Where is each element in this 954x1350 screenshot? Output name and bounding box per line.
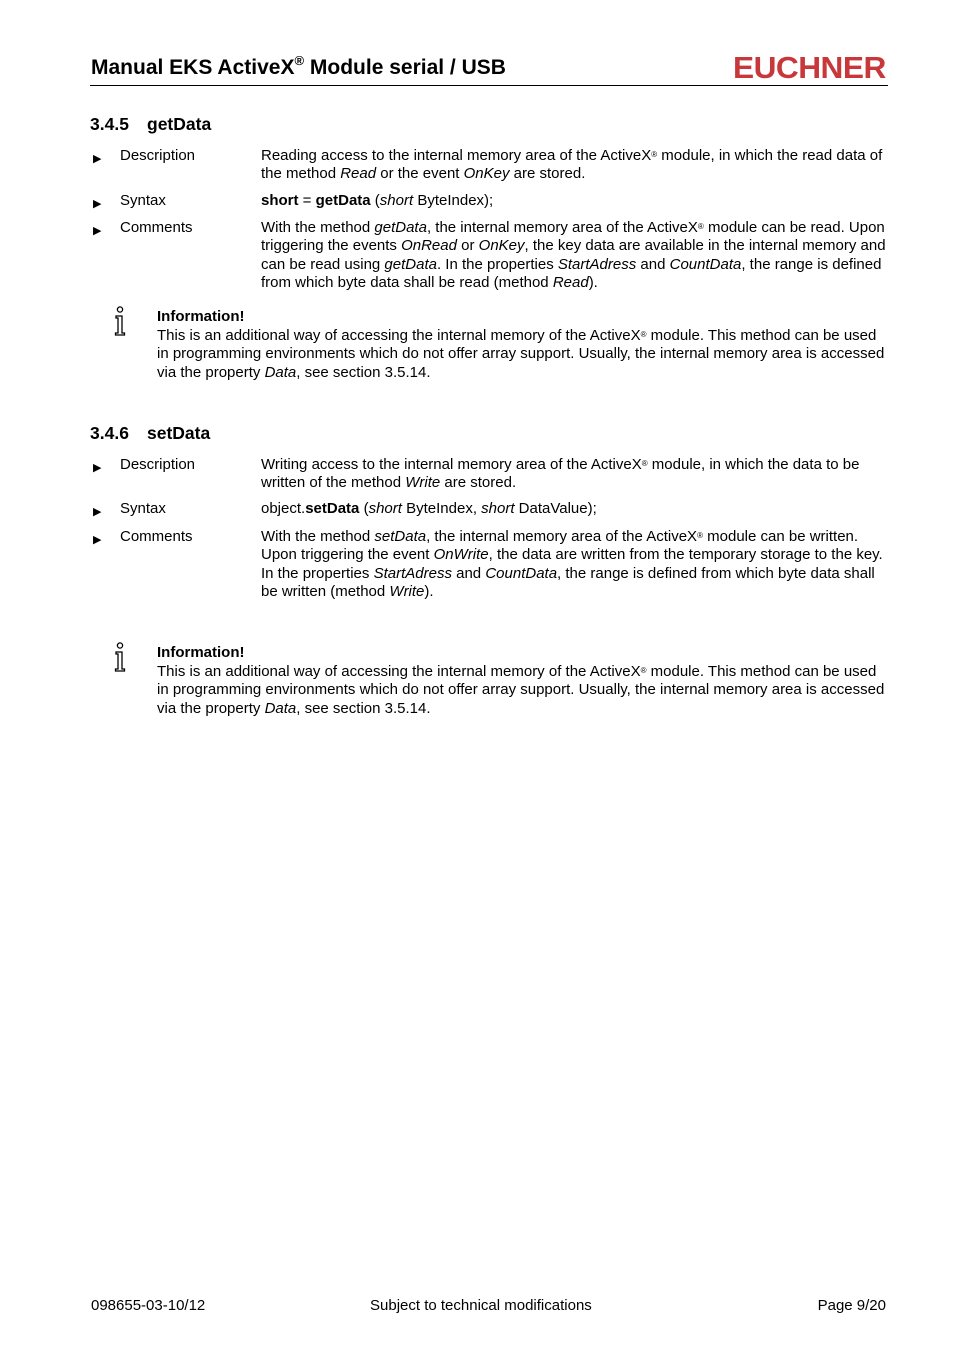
information-text: This is an additional way of accessing the internal memory of the ActiveX® module. This method can be used in programming environments which do not offer array support. Usually, the internal memory area is accessed via the property Data, see section 3.5.14. bbox=[157, 327, 885, 381]
triangle-bullet-icon: ▶ bbox=[93, 462, 102, 474]
triangle-bullet-icon: ▶ bbox=[93, 153, 102, 165]
footer-doc-number: 098655-03-10/12 bbox=[91, 1297, 206, 1314]
document-title bbox=[91, 53, 506, 80]
page-header bbox=[90, 52, 888, 86]
section-number: 3.4.5 bbox=[90, 114, 129, 134]
syntax-text: short = getData (short ByteIndex); bbox=[261, 192, 494, 209]
syntax-label: Syntax bbox=[120, 192, 166, 209]
footer-page-number: Page 9/20 bbox=[817, 1297, 886, 1314]
triangle-bullet-icon: ▶ bbox=[93, 534, 102, 546]
information-heading: Information! bbox=[157, 308, 245, 325]
comments-text: With the method setData, the internal memory area of the ActiveX® module can be written. Upon triggering the event OnWrite, the data are written from the temporary storage to the key. In the properties StartAdress and CountData, the range is defined from which byte data shall be written (method Write). bbox=[261, 528, 883, 601]
description-label: Description bbox=[120, 456, 196, 473]
syntax-label: Syntax bbox=[120, 500, 166, 517]
footer-notice: Subject to technical modifications bbox=[370, 1297, 592, 1314]
triangle-bullet-icon: ▶ bbox=[93, 506, 102, 518]
section-number: 3.4.6 bbox=[90, 423, 129, 443]
information-heading: Information! bbox=[157, 644, 245, 661]
registered-mark: ® bbox=[697, 222, 704, 231]
section-heading-getdata bbox=[90, 114, 211, 135]
registered-mark: ® bbox=[640, 330, 647, 339]
registered-mark: ® bbox=[641, 459, 648, 468]
information-text: This is an additional way of accessing the internal memory of the ActiveX® module. This method can be used in programming environments which do not offer array support. Usually, the internal memory area is accessed via the property Data, see section 3.5.14. bbox=[157, 663, 885, 717]
comments-text: With the method getData, the internal memory area of the ActiveX® module can be read. Upon triggering the events OnRead or OnKey, the key data are available in the internal memory and can be read using getData. In the properties StartAdress and CountData, the range is defined from which byte data shall be read (method Read). bbox=[261, 219, 886, 292]
registered-mark: ® bbox=[697, 531, 703, 540]
title-rest: Module serial / USB bbox=[304, 56, 506, 79]
euchner-logo: EUCHNER bbox=[733, 50, 886, 85]
triangle-bullet-icon: ▶ bbox=[93, 225, 102, 237]
description-label: Description bbox=[120, 147, 196, 164]
registered-mark: ® bbox=[651, 150, 658, 159]
info-icon bbox=[110, 642, 132, 676]
description-text: Reading access to the internal memory area of the ActiveX® module, in which the read data of the method Read or the event OnKey are stored. bbox=[261, 147, 883, 183]
registered-mark: ® bbox=[640, 666, 647, 675]
title-registered-mark: ® bbox=[294, 53, 305, 68]
description-text: Writing access to the internal memory area of the ActiveX® module, in which the data to be written of the method Write are stored. bbox=[261, 456, 860, 492]
section-heading-setdata bbox=[90, 423, 210, 444]
triangle-bullet-icon: ▶ bbox=[93, 198, 102, 210]
syntax-text: object.setData (short ByteIndex, short DataValue); bbox=[261, 500, 597, 517]
section-title: getData bbox=[147, 114, 212, 134]
info-icon bbox=[110, 306, 132, 340]
comments-label: Comments bbox=[120, 219, 193, 236]
comments-label: Comments bbox=[120, 528, 193, 545]
section-title: setData bbox=[147, 423, 211, 443]
title-main: Manual EKS ActiveX bbox=[91, 56, 295, 79]
